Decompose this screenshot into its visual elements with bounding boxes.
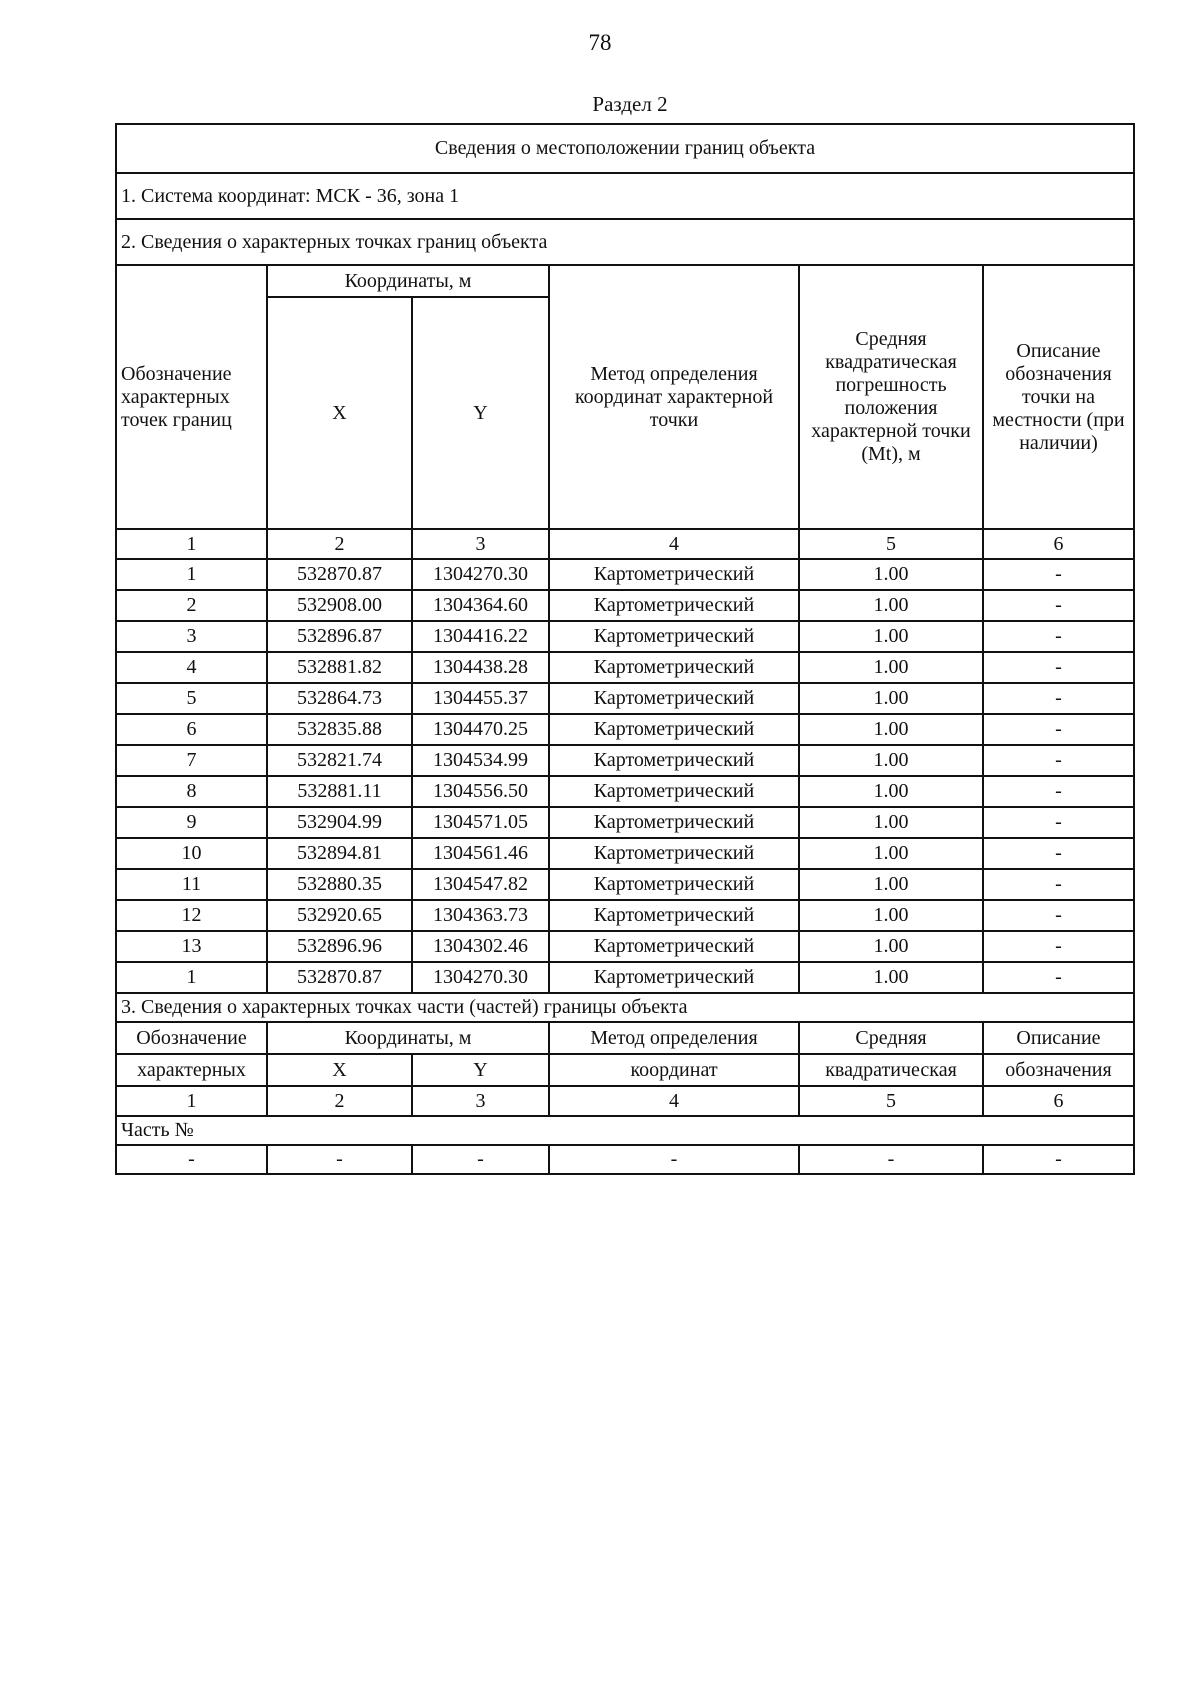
column-number: 6 xyxy=(983,529,1134,559)
part-heading: 3. Сведения о характерных точках части (частей) границы объекта xyxy=(116,993,1134,1022)
x-coord-cell: 532904.99 xyxy=(267,807,412,838)
part-header-description-2: обозначения xyxy=(983,1054,1134,1086)
part-header-point-name-2: характерных xyxy=(116,1054,267,1086)
column-number: 3 xyxy=(412,529,549,559)
part-header-coords: Координаты, м xyxy=(267,1022,549,1054)
header-method: Метод определения координат характерной точки xyxy=(549,265,799,529)
part-header-description-1: Описание xyxy=(1016,1026,1101,1049)
method-cell: Картометрический xyxy=(549,931,799,962)
y-coord-cell: 1304561.46 xyxy=(412,838,549,869)
part-column-numbers-row xyxy=(116,1086,1134,1116)
point-number-cell: 9 xyxy=(116,807,267,838)
point-number-cell: 1 xyxy=(116,962,267,993)
y-coord-cell: 1304302.46 xyxy=(412,931,549,962)
x-coord-cell: 532870.87 xyxy=(267,559,412,590)
header-point-name: Обозначение характерных точек границ xyxy=(116,265,267,529)
accuracy-cell: 1.00 xyxy=(799,931,983,962)
y-coord-cell: 1304455.37 xyxy=(412,683,549,714)
y-coord-cell: 1304416.22 xyxy=(412,621,549,652)
accuracy-cell: 1.00 xyxy=(799,559,983,590)
page-number: 78 xyxy=(588,30,612,55)
method-cell: Картометрический xyxy=(549,621,799,652)
part-column-number: 5 xyxy=(799,1086,983,1116)
description-cell: - xyxy=(983,683,1134,714)
x-coord-cell: 532881.11 xyxy=(267,776,412,807)
description-cell: - xyxy=(983,931,1134,962)
table-row xyxy=(116,776,1134,807)
part-column-number: 3 xyxy=(412,1086,549,1116)
description-cell: - xyxy=(983,590,1134,621)
x-coord-cell: 532894.81 xyxy=(267,838,412,869)
point-number-cell: 6 xyxy=(116,714,267,745)
method-cell: Картометрический xyxy=(549,776,799,807)
y-coord-cell: 1304534.99 xyxy=(412,745,549,776)
method-cell: Картометрический xyxy=(549,745,799,776)
part-header-point-name xyxy=(116,1022,267,1054)
table-row xyxy=(116,559,1134,590)
column-number: 5 xyxy=(799,529,983,559)
point-number-cell: 10 xyxy=(116,838,267,869)
part-header-method-1: Метод определения xyxy=(590,1026,758,1049)
column-numbers-row xyxy=(116,529,1134,559)
part-header-x: X xyxy=(267,1054,412,1086)
table-row xyxy=(116,838,1134,869)
points-heading: 2. Сведения о характерных точках границ объекта xyxy=(116,219,1134,265)
part-empty-row xyxy=(116,1145,1134,1174)
table-row xyxy=(116,807,1134,838)
point-number-cell: 5 xyxy=(116,683,267,714)
x-coord-cell: 532864.73 xyxy=(267,683,412,714)
y-coord-cell: 1304438.28 xyxy=(412,652,549,683)
point-number-cell: 2 xyxy=(116,590,267,621)
y-coord-cell: 1304270.30 xyxy=(412,962,549,993)
part-empty-cell: - xyxy=(116,1145,267,1174)
table-row xyxy=(116,962,1134,993)
point-number-cell: 1 xyxy=(116,559,267,590)
accuracy-cell: 1.00 xyxy=(799,714,983,745)
accuracy-cell: 1.00 xyxy=(799,900,983,931)
point-number-cell: 4 xyxy=(116,652,267,683)
method-cell: Картометрический xyxy=(549,714,799,745)
y-coord-cell: 1304556.50 xyxy=(412,776,549,807)
accuracy-cell: 1.00 xyxy=(799,838,983,869)
accuracy-cell: 1.00 xyxy=(799,962,983,993)
method-cell: Картометрический xyxy=(549,590,799,621)
point-number-cell: 3 xyxy=(116,621,267,652)
part-header-method-2: координат xyxy=(549,1054,799,1086)
description-cell: - xyxy=(983,869,1134,900)
y-coord-cell: 1304363.73 xyxy=(412,900,549,931)
description-cell: - xyxy=(983,559,1134,590)
x-coord-cell: 532908.00 xyxy=(267,590,412,621)
part-empty-cell: - xyxy=(983,1145,1134,1174)
part-empty-cell: - xyxy=(799,1145,983,1174)
header-x: X xyxy=(267,297,412,529)
accuracy-cell: 1.00 xyxy=(799,621,983,652)
table-row xyxy=(116,683,1134,714)
description-cell: - xyxy=(983,838,1134,869)
accuracy-cell: 1.00 xyxy=(799,807,983,838)
x-coord-cell: 532835.88 xyxy=(267,714,412,745)
part-header-point-name-1: Обозначение xyxy=(136,1026,247,1049)
part-empty-cell: - xyxy=(267,1145,412,1174)
part-column-number: 2 xyxy=(267,1086,412,1116)
part-header-method xyxy=(549,1022,799,1054)
header-coords: Координаты, м xyxy=(267,265,549,297)
method-cell: Картометрический xyxy=(549,807,799,838)
x-coord-cell: 532821.74 xyxy=(267,745,412,776)
y-coord-cell: 1304364.60 xyxy=(412,590,549,621)
part-header-y: Y xyxy=(412,1054,549,1086)
method-cell: Картометрический xyxy=(549,962,799,993)
description-cell: - xyxy=(983,714,1134,745)
method-cell: Картометрический xyxy=(549,683,799,714)
header-description: Описание обозначения точки на местности (при наличии) xyxy=(983,265,1134,529)
point-number-cell: 11 xyxy=(116,869,267,900)
table-row xyxy=(116,621,1134,652)
table-row xyxy=(116,745,1134,776)
column-number: 4 xyxy=(549,529,799,559)
table-row xyxy=(116,590,1134,621)
x-coord-cell: 532880.35 xyxy=(267,869,412,900)
description-cell: - xyxy=(983,745,1134,776)
accuracy-cell: 1.00 xyxy=(799,745,983,776)
part-label: Часть № xyxy=(116,1116,1134,1145)
header-y: Y xyxy=(412,297,549,529)
y-coord-cell: 1304571.05 xyxy=(412,807,549,838)
method-cell: Картометрический xyxy=(549,900,799,931)
section-title: Раздел 2 xyxy=(592,92,668,116)
description-cell: - xyxy=(983,776,1134,807)
y-coord-cell: 1304270.30 xyxy=(412,559,549,590)
y-coord-cell: 1304470.25 xyxy=(412,714,549,745)
x-coord-cell: 532896.87 xyxy=(267,621,412,652)
x-coord-cell: 532870.87 xyxy=(267,962,412,993)
point-number-cell: 12 xyxy=(116,900,267,931)
description-cell: - xyxy=(983,900,1134,931)
point-number-cell: 13 xyxy=(116,931,267,962)
table-row xyxy=(116,869,1134,900)
column-number: 2 xyxy=(267,529,412,559)
part-column-number: 1 xyxy=(116,1086,267,1116)
accuracy-cell: 1.00 xyxy=(799,776,983,807)
part-empty-cell: - xyxy=(412,1145,549,1174)
point-number-cell: 8 xyxy=(116,776,267,807)
column-number: 1 xyxy=(116,529,267,559)
accuracy-cell: 1.00 xyxy=(799,869,983,900)
header-accuracy: Средняя квадратическая погрешность положения характерной точки (Mt), м xyxy=(799,265,983,529)
accuracy-cell: 1.00 xyxy=(799,683,983,714)
coord-system: 1. Система координат: МСК - 36, зона 1 xyxy=(116,173,1134,219)
part-column-number: 6 xyxy=(983,1086,1134,1116)
table-row xyxy=(116,900,1134,931)
y-coord-cell: 1304547.82 xyxy=(412,869,549,900)
x-coord-cell: 532896.96 xyxy=(267,931,412,962)
method-cell: Картометрический xyxy=(549,869,799,900)
part-column-number: 4 xyxy=(549,1086,799,1116)
part-header-description xyxy=(983,1022,1134,1054)
point-number-cell: 7 xyxy=(116,745,267,776)
method-cell: Картометрический xyxy=(549,559,799,590)
table-row xyxy=(116,931,1134,962)
x-coord-cell: 532920.65 xyxy=(267,900,412,931)
part-header-accuracy-1: Средняя xyxy=(855,1026,927,1049)
table-title: Сведения о местоположении границ объекта xyxy=(116,124,1134,173)
accuracy-cell: 1.00 xyxy=(799,590,983,621)
boundary-table xyxy=(115,123,1135,1175)
method-cell: Картометрический xyxy=(549,652,799,683)
description-cell: - xyxy=(983,652,1134,683)
part-header-accuracy-2: квадратическая xyxy=(799,1054,983,1086)
description-cell: - xyxy=(983,621,1134,652)
accuracy-cell: 1.00 xyxy=(799,652,983,683)
part-empty-cell: - xyxy=(549,1145,799,1174)
description-cell: - xyxy=(983,807,1134,838)
description-cell: - xyxy=(983,962,1134,993)
x-coord-cell: 532881.82 xyxy=(267,652,412,683)
method-cell: Картометрический xyxy=(549,838,799,869)
part-header-accuracy xyxy=(799,1022,983,1054)
table-row xyxy=(116,714,1134,745)
table-row xyxy=(116,652,1134,683)
